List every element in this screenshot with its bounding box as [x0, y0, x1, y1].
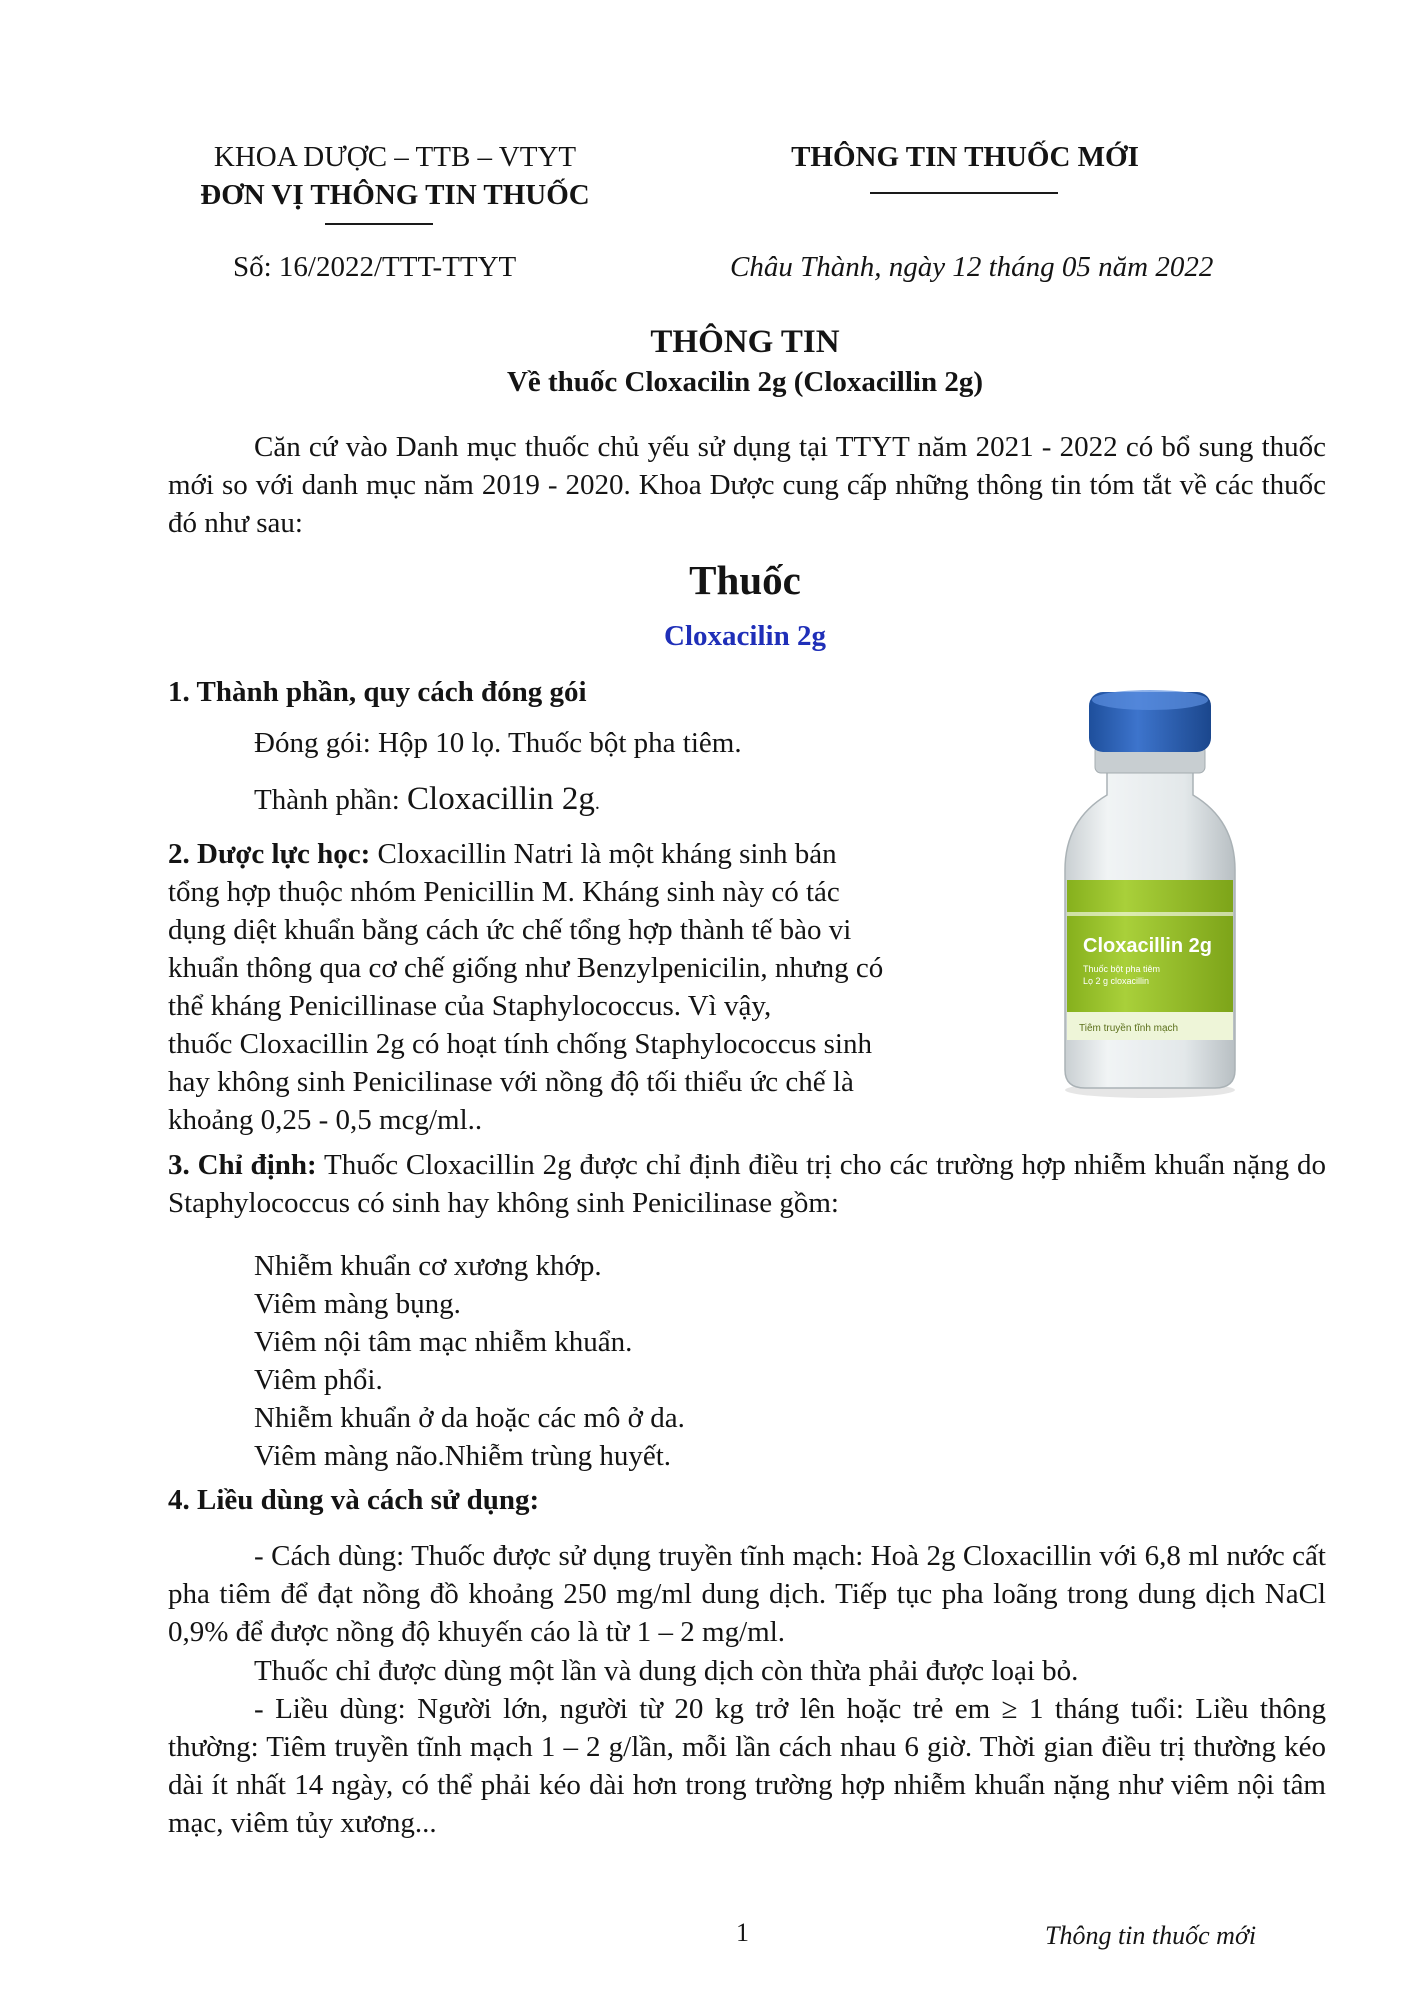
document-subtitle: Về thuốc Cloxacilin 2g (Cloxacillin 2g)	[506, 366, 984, 398]
composition-label: Thành phần:	[254, 784, 408, 816]
vial-route-text: Tiêm truyền tĩnh mạch	[1079, 1023, 1179, 1034]
doc-type-underline	[870, 192, 1058, 194]
footer-label: Thông tin thuốc mới	[1045, 1921, 1257, 1950]
document-number: Số: 16/2022/TTT-TTYT	[233, 251, 517, 283]
list-item: Viêm phổi.	[254, 1364, 383, 1396]
unit-underline	[325, 223, 433, 225]
list-item: Viêm nội tâm mạc nhiễm khuẩn.	[254, 1326, 633, 1358]
composition-line	[254, 780, 600, 822]
section2-line: dụng diệt khuẩn bằng cách ức chế tổng hợp thành tế bào vi	[168, 914, 852, 946]
vial-illustration	[1055, 690, 1245, 1100]
section2-line	[168, 835, 883, 873]
drug-name: Cloxacilin 2g	[664, 620, 826, 652]
unit-name: ĐƠN VỊ THÔNG TIN THUỐC	[200, 179, 590, 211]
document-title: THÔNG TIN	[650, 324, 840, 360]
document-type: THÔNG TIN THUỐC MỚI	[791, 141, 1139, 173]
section2-line: hay không sinh Penicilinase với nồng độ tối thiểu ức chế là	[168, 1066, 854, 1098]
section3-heading: 3. Chỉ định:	[168, 1149, 317, 1181]
indication-list	[254, 1247, 685, 1475]
usage-paragraph: - Cách dùng: Thuốc được sử dụng truyền tĩnh mạch: Hoà 2g Cloxacillin với 6,8 ml nước cất pha tiêm để đạt nồng đồ khoảng 250 mg/ml dung dịch. Tiếp tục pha loãng trong dung dịch NaCl 0,9% để được nồng độ khuyến cáo là từ 1 – 2 mg/ml.	[168, 1540, 1326, 1648]
section2-line: khuẩn thông qua cơ chế giống như Benzylpenicilin, nhưng có	[168, 952, 884, 984]
section2-line: thể kháng Penicillinase của Staphylococcus. Vì vậy,	[168, 990, 772, 1022]
dosage-paragraph: - Liều dùng: Người lớn, người từ 20 kg trở lên hoặc trẻ em ≥ 1 tháng tuổi: Liều thông thường: Tiêm truyền tĩnh mạch 1 – 2 g/lần, mỗi lần cách nhau 6 giờ. Thời gian điều trị thường kéo dài ít nhất 14 ngày, có thể phải kéo dài hơn trong trường hợp nhiễm khuẩn nặng như viêm nội tâm mạc, viêm tủy xương...	[168, 1693, 1326, 1839]
section2-line: khoảng 0,25 - 0,5 mcg/ml..	[168, 1104, 483, 1136]
section3-paragraph	[168, 1146, 1326, 1222]
single-use-note: Thuốc chỉ được dùng một lần và dung dịch còn thừa phải được loại bỏ.	[254, 1655, 1079, 1687]
vial-brand-text: Cloxacillin 2g	[1083, 935, 1212, 957]
list-item: Viêm màng não.Nhiễm trùng huyết.	[254, 1440, 672, 1472]
drug-heading: Thuốc	[689, 557, 801, 603]
section2-line: thuốc Cloxacillin 2g có hoạt tính chống Staphylococcus sinh	[168, 1028, 872, 1060]
vial-sub-text-2: Lọ 2 g cloxacillin	[1083, 976, 1150, 986]
vial-sub-text-1: Thuốc bột pha tiêm	[1083, 964, 1161, 974]
list-item: Nhiễm khuẩn ở da hoặc các mô ở da.	[254, 1402, 685, 1434]
section4-heading: 4. Liều dùng và cách sử dụng:	[168, 1484, 540, 1516]
composition-end: .	[594, 792, 600, 814]
place-date: Châu Thành, ngày 12 tháng 05 năm 2022	[730, 251, 1214, 283]
list-item: Nhiễm khuẩn cơ xương khớp.	[254, 1250, 602, 1282]
intro-paragraph: Căn cứ vào Danh mục thuốc chủ yếu sử dụng tại TTYT năm 2021 - 2022 có bổ sung thuốc mới so với danh mục năm 2019 - 2020. Khoa Dược cung cấp những thông tin tóm tắt về các thuốc đó như sau:	[168, 431, 1326, 539]
packing-line: Đóng gói: Hộp 10 lọ. Thuốc bột pha tiêm.	[254, 727, 742, 759]
page-number: 1	[736, 1918, 749, 1947]
section2-text: Cloxacillin Natri là một kháng sinh bán	[370, 838, 837, 870]
section2-block	[168, 835, 883, 1139]
section2-heading: 2. Dược lực học:	[168, 838, 371, 870]
section1-heading: 1. Thành phần, quy cách đóng gói	[168, 676, 587, 708]
department-name: KHOA DƯỢC – TTB – VTYT	[213, 141, 577, 173]
section2-line: tổng hợp thuộc nhóm Penicillin M. Kháng sinh này có tác	[168, 876, 840, 908]
list-item: Viêm màng bụng.	[254, 1288, 461, 1320]
product-photo	[1055, 690, 1245, 1100]
section3-text: Thuốc Cloxacillin 2g được chỉ định điều trị cho các trường hợp nhiễm khuẩn nặng do Staphylococcus có sinh hay không sinh Penicilinase gồm:	[168, 1149, 1326, 1219]
composition-value: Cloxacillin 2g	[407, 781, 595, 817]
